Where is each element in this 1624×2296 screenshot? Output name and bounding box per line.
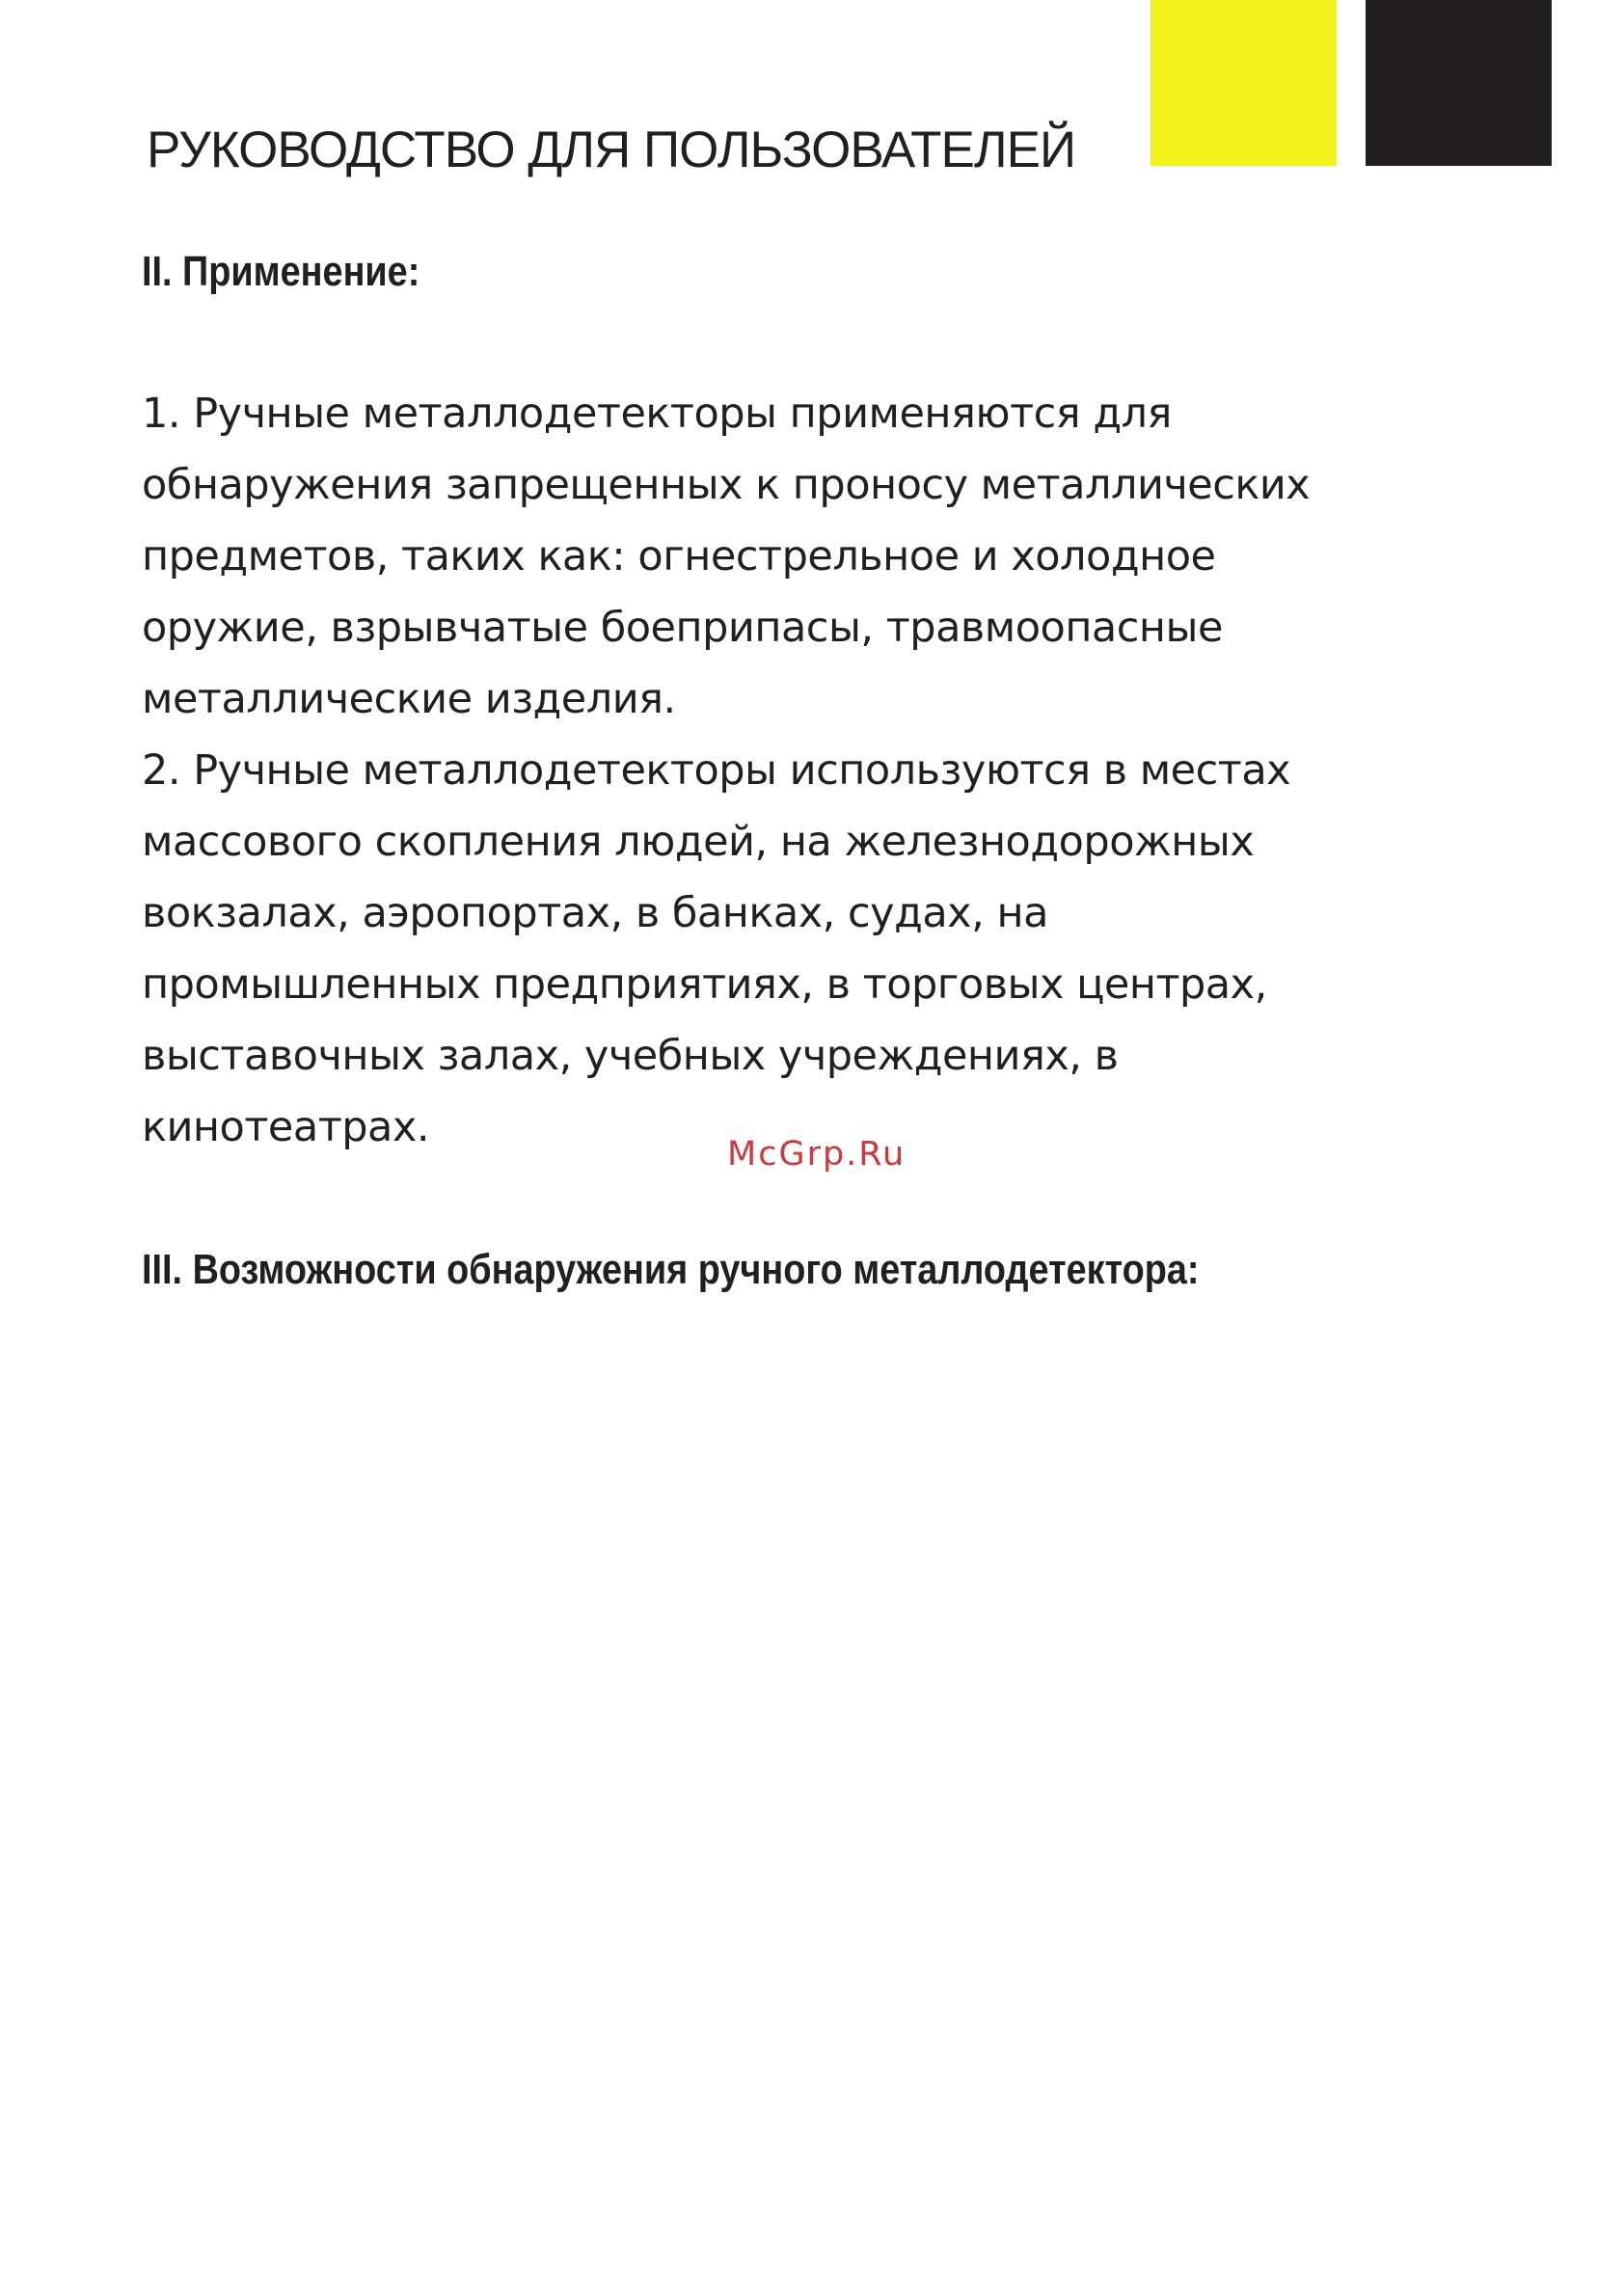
document-header-title: РУКОВОДСТВО ДЛЯ ПОЛЬЗОВАТЕЛЕЙ [147, 122, 1076, 178]
watermark-text: McGrp.Ru [727, 1135, 907, 1174]
corner-black-block [1366, 0, 1552, 166]
section-heading-application: II. Применение: [142, 248, 420, 295]
application-paragraph-2: 2. Ручные металлодетекторы используются в местах массового скопления людей, на железнодорожных вокзалах, аэропортах, в банках, судах, на промышленных предприятиях, в торговых центрах, выставочных залах, учебных учреждениях, в кинотеатрах. [142, 746, 1291, 1151]
section-heading-detection: III. Возможности обнаружения ручного металлодетектора: [142, 1246, 1200, 1293]
application-body [142, 378, 1367, 1163]
application-paragraph-1: 1. Ручные металлодетекторы применяются для обнаружения запрещенных к проносу металлических предметов, таких как: огнестрельное и холодное оружие, взрывчатые боеприпасы, травмоопасные металлические изделия. [142, 390, 1311, 723]
corner-yellow-block [1150, 0, 1337, 166]
